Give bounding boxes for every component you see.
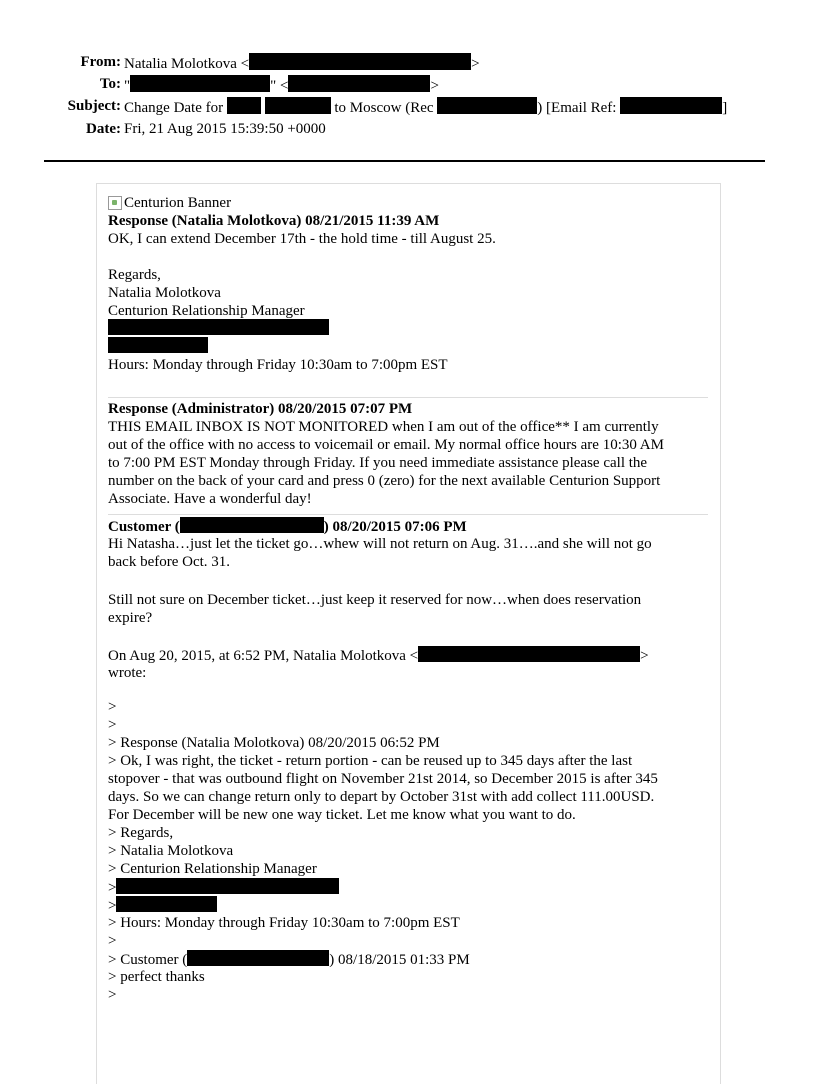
broken-image-icon (108, 196, 122, 210)
redaction-block (265, 97, 331, 114)
response-body-1: OK, I can extend December 17th - the hold time - till August 25. (108, 231, 496, 247)
redaction-block (108, 319, 329, 335)
to-row (0, 75, 816, 93)
redaction-block (437, 97, 537, 114)
quoted-line: > Regards, (108, 825, 174, 841)
quoted-line: For December will be new one way ticket. Let me know what you want to do. (108, 807, 576, 823)
quoted-line: > (108, 699, 117, 715)
from-row (0, 53, 816, 71)
redaction-block (116, 878, 339, 894)
redaction-block (116, 896, 217, 912)
from-close: > (471, 56, 480, 72)
response-heading-2: Response (Administrator) 08/20/2015 07:07 PM (108, 401, 413, 417)
quoted-line: > Centurion Relationship Manager (108, 861, 317, 877)
redaction-block (130, 75, 270, 92)
auto-reply-line: THIS EMAIL INBOX IS NOT MONITORED when I am out of the office** I am currently (108, 419, 659, 435)
signature-title: Centurion Relationship Manager (108, 303, 305, 319)
subject-part-4: ] (722, 100, 728, 116)
date-value: Fri, 21 Aug 2015 15:39:50 +0000 (124, 121, 326, 137)
customer-message-line: Still not sure on December ticket…just keep it reserved for now…when does reservation (108, 592, 642, 608)
centurion-banner (108, 194, 231, 212)
redaction-block (180, 517, 324, 533)
from-label: From: (80, 54, 121, 70)
customer-message-line: expire? (108, 610, 153, 626)
redaction-block (418, 646, 640, 662)
quoted-customer-heading: > Customer ( ) 08/18/2015 01:33 PM (108, 952, 470, 968)
response-heading-1: Response (Natalia Molotkova) 08/21/2015 11:39 AM (108, 213, 440, 229)
customer-heading: Customer ( ) 08/20/2015 07:06 PM (108, 519, 467, 535)
redacted-contact-line (108, 319, 329, 338)
quoted-line: > perfect thanks (108, 969, 205, 985)
quoted-line: > Natalia Molotkova (108, 843, 234, 859)
customer-message-line: Hi Natasha…just let the ticket go…whew will not return on Aug. 31….and she will not go (108, 536, 652, 552)
quoted-line: days. So we can change return only to depart by October 31st with add collect 111.00USD. (108, 789, 655, 805)
wrote-line-2: wrote: (108, 665, 147, 681)
redaction-block (249, 53, 471, 70)
auto-reply-line: out of the office with no access to voicemail or email. My normal office hours are 10:30 AM (108, 437, 664, 453)
redaction-block (187, 950, 329, 966)
quoted-line: > Ok, I was right, the ticket - return portion - can be reused up to 345 days after the last (108, 753, 633, 769)
to-label: To: (99, 76, 121, 92)
quoted-redacted-line: > (108, 878, 339, 897)
quoted-line: > (108, 987, 117, 1003)
wrote-line: On Aug 20, 2015, at 6:52 PM, Natalia Molotkova < > (108, 648, 649, 664)
redaction-block (227, 97, 261, 114)
banner-alt-text: Centurion Banner (124, 195, 232, 211)
response-separator (108, 514, 708, 515)
to-close: > (430, 78, 439, 94)
subject-part-1: Change Date for (124, 100, 224, 116)
auto-reply-line: Associate. Have a wonderful day! (108, 491, 312, 507)
quoted-line: > Hours: Monday through Friday 10:30am to 7:00pm EST (108, 915, 460, 931)
response-separator (108, 397, 708, 398)
subject-row (0, 97, 816, 115)
to-mid: " < (270, 78, 289, 94)
date-row (0, 120, 816, 138)
quoted-redacted-line: > (108, 896, 217, 915)
redaction-block (620, 97, 722, 114)
header-divider (44, 160, 765, 162)
date-label: Date: (86, 121, 121, 137)
signature-name: Natalia Molotkova (108, 285, 221, 301)
auto-reply-line: to 7:00 PM EST Monday through Friday. If you need immediate assistance please call the (108, 455, 648, 471)
customer-message-line: back before Oct. 31. (108, 554, 231, 570)
quoted-line: > (108, 717, 117, 733)
redaction-block (288, 75, 430, 92)
redacted-contact-line (108, 337, 208, 356)
quoted-line: > (108, 933, 117, 949)
from-value: Natalia Molotkova < (124, 56, 250, 72)
subject-part-2: to Moscow (Rec (334, 100, 434, 116)
subject-label: Subject: (67, 98, 121, 114)
subject-part-3: ) [Email Ref: (537, 100, 617, 116)
regards: Regards, (108, 267, 161, 283)
to-open: " (124, 78, 131, 94)
auto-reply-line: number on the back of your card and press 0 (zero) for the next available Centurion Support (108, 473, 661, 489)
quoted-response-heading: > Response (Natalia Molotkova) 08/20/2015 06:52 PM (108, 735, 440, 751)
redaction-block (108, 337, 208, 353)
office-hours: Hours: Monday through Friday 10:30am to 7:00pm EST (108, 357, 448, 373)
quoted-line: stopover - that was outbound flight on November 21st 2014, so December 2015 is after 345 (108, 771, 658, 787)
